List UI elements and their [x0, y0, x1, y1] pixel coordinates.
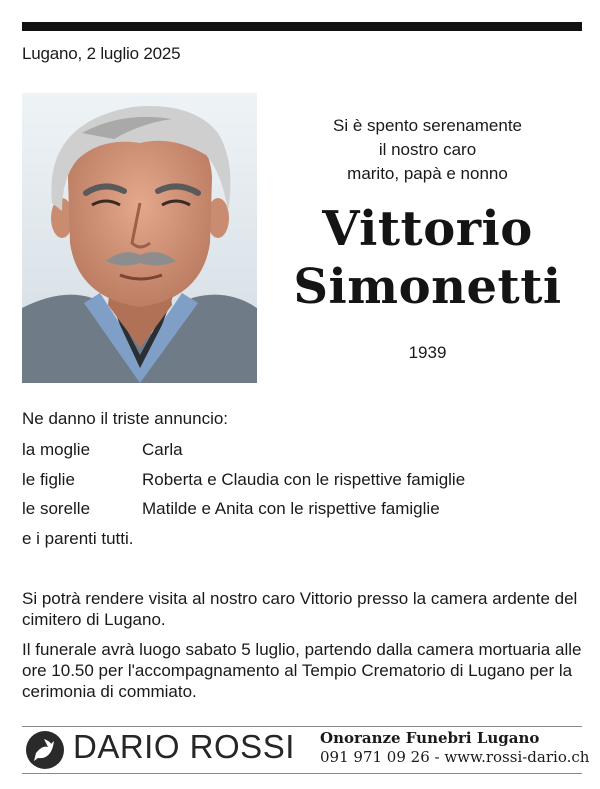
intro-line-2: il nostro caro — [378, 140, 477, 159]
dove-logo-icon — [26, 731, 64, 769]
footer-rule-bottom — [22, 773, 582, 774]
family-names: Carla — [142, 440, 183, 459]
family-others: e i parenti tutti. — [22, 529, 134, 548]
brand-name: DARIO ROSSI — [73, 728, 295, 765]
family-relation: le figlie — [22, 470, 75, 489]
birth-year: 1939 — [408, 343, 447, 362]
family-relation: le sorelle — [22, 499, 91, 518]
family-names: Matilde e Anita con le rispettive famiglie — [142, 499, 440, 518]
intro-text — [290, 114, 565, 186]
visit-paragraph: Si potrà rendere visita al nostro caro Vittorio presso la camera ardente del cimitero di Lugano. — [22, 589, 578, 629]
intro-line-1: Si è spento serenamente — [332, 116, 522, 135]
notice-date: Lugano, 2 luglio 2025 — [22, 44, 181, 63]
agency-contact: 091 971 09 26 - www.rossi-dario.ch — [320, 748, 590, 766]
announce-heading: Ne danno il triste annuncio: — [22, 409, 229, 428]
portrait-photo — [22, 93, 257, 383]
family-relation: la moglie — [22, 440, 91, 459]
top-rule — [22, 22, 582, 31]
first-name: Vittorio — [322, 201, 533, 257]
deceased-name — [270, 200, 585, 316]
agency-name: Onoranze Funebri Lugano — [320, 729, 540, 747]
family-names: Roberta e Claudia con le rispettive famiglie — [142, 470, 466, 489]
intro-line-3: marito, papà e nonno — [347, 164, 508, 183]
last-name: Simonetti — [293, 259, 562, 315]
funeral-paragraph: Il funerale avrà luogo sabato 5 luglio, partendo dalla camera mortuaria alle ore 10.50 per l'accompagnamento al Tempio Crematorio di Lugano per la cerimonia di commiato. — [22, 640, 582, 701]
